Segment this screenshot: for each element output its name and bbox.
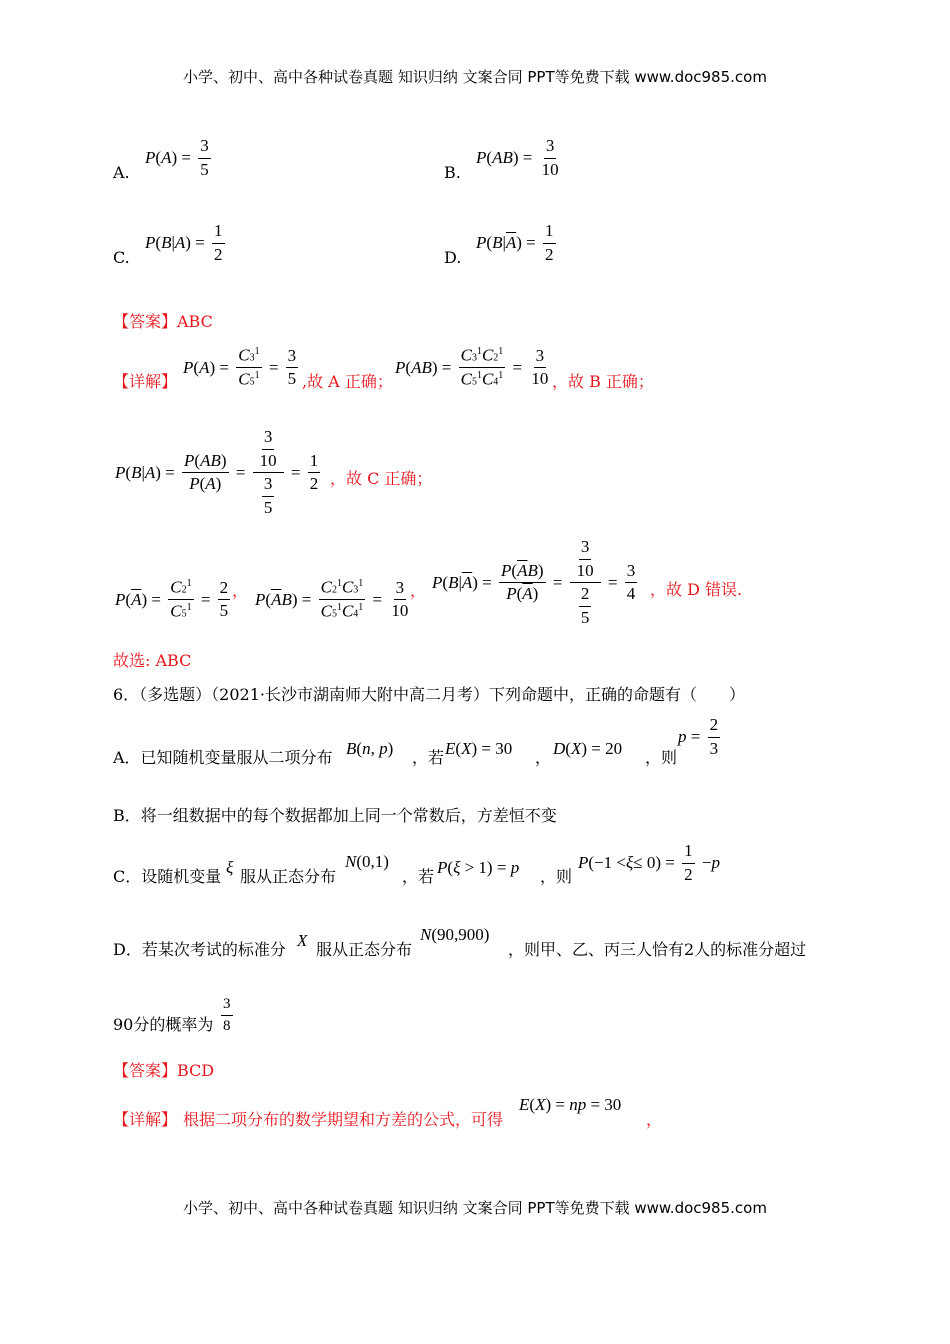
option-d-formula: P ( B | $\overline{A}$ ) = $\frac{1}{2}$: [476, 221, 554, 264]
option-b-formula: P ( AB ) = $\frac{3}{10}$: [476, 136, 559, 179]
q6-d-normal: N(90,900): [420, 925, 490, 944]
q6-a-prefix: A．已知随机变量服从二项分布: [113, 748, 333, 767]
formula-pab: P ( AB ) = $\frac{C3^1C2^1}{C5^1C4^1}$ = $\frac{3}{10}$: [395, 345, 549, 389]
footer-banner: 小学、初中、高中各种试卷真题 知识归纳 文案合同 PPT等免费下载 www.doc985.com: [183, 1199, 767, 1217]
detail-text-c: ，故 C 正确；: [330, 469, 433, 488]
option-c-formula: P ( B | A ) = $\frac{1}{2}$: [145, 221, 223, 264]
q6-a-mid3: ，则: [645, 748, 678, 767]
detail-text-d: ，故 D 错误.: [650, 580, 743, 599]
header-banner: 小学、初中、高中各种试卷真题 知识归纳 文案合同 PPT等免费下载 www.doc985.com: [183, 68, 767, 86]
option-a-label: A.: [113, 163, 130, 182]
q6-c-xi: ξ: [226, 858, 234, 877]
q6-d-prefix: D．若某次考试的标准分: [113, 940, 286, 959]
q6-d-mid1: 服从正态分布: [316, 940, 413, 959]
q6-c-mid2: ，若: [402, 867, 435, 886]
q6-c-mid3: ，则: [540, 867, 573, 886]
formula-pa: P ( A ) = $\frac{C3^1}{C5^1}$ = $\frac{3}{5}$: [183, 345, 297, 389]
formula-ex-np: E(X) = np = 30: [519, 1095, 622, 1114]
q6-d-x: X: [297, 931, 308, 950]
q6-a-p: p = $\frac{2}{3}$: [678, 715, 719, 758]
option-b-label: B.: [444, 163, 461, 182]
q6-c-condition: P(ξ > 1) = p: [437, 858, 520, 877]
formula-p-abar-b: P ( $\overline{A}$ B ) = $\frac{C2^1C3^1}{C5^1C4^1}$ = $\frac{3}{10}$: [255, 577, 409, 621]
q6-c-result: P (−1 < ξ ≤ 0) = $\frac{1}{2}$ − p: [578, 841, 720, 884]
detail-label-1: 【详解】: [113, 372, 178, 391]
formula-pba: P ( B | A ) = $\frac{P(AB)}{P(A)}$ = $\frac{\frac{3}{10}}{\frac{3}{5}}$ = $\frac{1}{2}$: [115, 427, 319, 518]
detail-comma-2: ，: [410, 581, 427, 600]
q6-c-prefix: C．设随机变量: [113, 867, 222, 886]
q6-c-normal: N(0,1): [345, 852, 389, 871]
q6-a-binomial: B(n, p): [346, 739, 394, 758]
conclusion-1: 故选: ABC: [113, 651, 192, 670]
detail-text-b: ，故 B 正确；: [552, 372, 654, 391]
detail-text-a: ,故 A 正确；: [302, 372, 393, 391]
q6-a-ex: E(X) = 30: [445, 739, 513, 758]
answer-label-2: 【答案】BCD: [113, 1061, 215, 1080]
q6-stem: 6．（多选题）（2021·长沙市湖南师大附中高二月考）下列命题中，正确的命题有（ ）: [113, 685, 745, 704]
q6-a-mid1: ，若: [412, 748, 445, 767]
q6-a-dx: D(X) = 20: [553, 739, 623, 758]
q6-a-mid2: ，: [535, 748, 552, 767]
q6-d-prob: $\frac{3}{8}$: [223, 996, 231, 1034]
option-d-label: D.: [444, 248, 462, 267]
option-a-formula: P ( A ) = $\frac{3}{5}$: [145, 136, 209, 179]
answer-label-1: 【答案】ABC: [113, 312, 213, 331]
formula-pb-given-abar: P ( B | $\overline{A}$ ) = $\frac{P(\overline{A}B)}{P(\overline{A})}$ = $\frac{\frac{3}{10}}{\frac{2}{5}}$ = $\frac{3}{4}$: [432, 537, 636, 628]
detail-tail-2: ，: [646, 1110, 663, 1129]
detail-text-2: 根据二项分布的数学期望和方差的公式，可得: [183, 1110, 504, 1129]
q6-c-mid1: 服从正态分布: [240, 867, 337, 886]
q6-d-mid2: ，则甲、乙、丙三人恰有2人的标准分超过: [508, 940, 807, 959]
formula-p-abar: P ( $\overline{A}$ ) = $\frac{C2^1}{C5^1}$ = $\frac{2}{5}$: [115, 577, 229, 621]
option-c-label: C.: [113, 248, 130, 267]
q6-b: B．将一组数据中的每个数据都加上同一个常数后，方差恒不变: [113, 806, 557, 825]
detail-comma-1: ，: [232, 581, 249, 600]
q6-d-line2: 90分的概率为: [113, 1015, 214, 1034]
detail-label-2: 【详解】: [113, 1110, 178, 1129]
